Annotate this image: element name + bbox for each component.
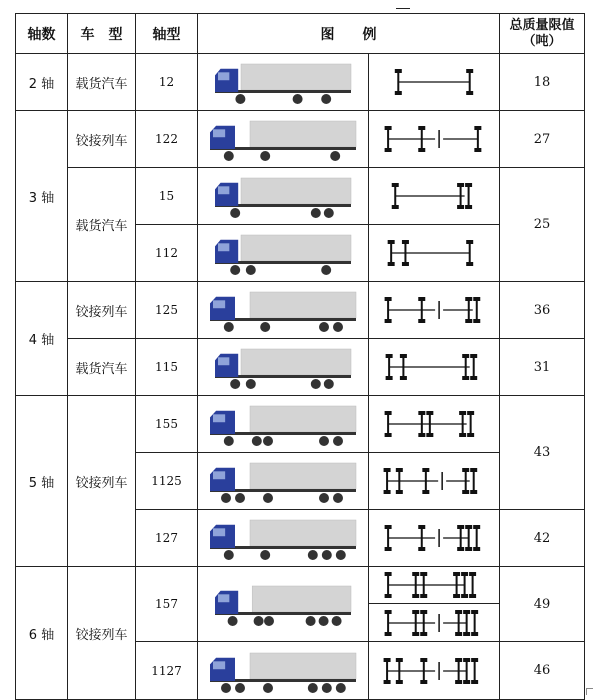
wheel xyxy=(235,493,245,503)
header-axles: 轴数 xyxy=(16,14,68,54)
wheel xyxy=(293,94,303,104)
tire xyxy=(473,319,480,323)
cab-window xyxy=(213,414,225,422)
header-vehicle-type: 车 型 xyxy=(68,14,136,54)
header-limit xyxy=(500,14,585,54)
tire xyxy=(395,69,402,73)
tire xyxy=(474,126,481,130)
wheel xyxy=(321,265,331,275)
tire xyxy=(412,610,419,614)
tire xyxy=(420,632,427,636)
vehicle-type-cell: 铰接列车 xyxy=(68,396,136,567)
wheel xyxy=(319,322,329,332)
header-limit-line1: 总质量限值 xyxy=(509,17,575,33)
wheel xyxy=(230,379,240,389)
cargo-box xyxy=(252,586,351,612)
truck-picture xyxy=(198,111,369,168)
tire xyxy=(465,319,472,323)
axle-schematic xyxy=(379,121,489,157)
cab-window xyxy=(213,661,225,669)
axle-code: 122 xyxy=(136,111,198,168)
cab-window xyxy=(218,357,229,365)
wheel xyxy=(260,550,270,560)
tire xyxy=(384,658,391,662)
wheel xyxy=(321,94,331,104)
tire xyxy=(384,468,391,472)
truck-illustration xyxy=(213,60,353,104)
cab xyxy=(210,525,235,548)
vehicle-type-cell: 铰接列车 xyxy=(68,282,136,339)
truck-picture xyxy=(198,567,369,642)
table-row xyxy=(16,111,585,168)
axle-group-2: 2 轴 xyxy=(16,54,68,111)
tire xyxy=(386,354,393,358)
tire xyxy=(459,433,466,437)
axle-diagram xyxy=(369,453,500,510)
truck-picture xyxy=(198,168,369,225)
wheel xyxy=(336,550,346,560)
truck-picture xyxy=(198,225,369,282)
tire xyxy=(457,525,464,529)
wheel xyxy=(333,322,343,332)
axle-diagram xyxy=(369,282,500,339)
wheel xyxy=(319,436,329,446)
axle-diagram xyxy=(369,510,500,567)
wheel xyxy=(224,550,234,560)
axle-schematic xyxy=(379,406,489,442)
axle-T xyxy=(455,610,478,636)
limit-value: 42 xyxy=(500,510,585,567)
header-limit-line2: （吨） xyxy=(522,33,562,49)
wheel xyxy=(308,550,318,560)
cab xyxy=(210,411,235,434)
tire xyxy=(463,610,470,614)
limit-value: 49 xyxy=(500,567,585,642)
tire xyxy=(467,411,474,415)
axle-code: 155 xyxy=(136,396,198,453)
wheel xyxy=(324,208,334,218)
axle-code: 1127 xyxy=(136,642,198,700)
wheel xyxy=(235,94,245,104)
table-row xyxy=(16,396,585,453)
axle-group-4: 4 轴 xyxy=(16,282,68,396)
axle-group-5: 5 轴 xyxy=(16,396,68,567)
axle-schematic xyxy=(379,463,489,499)
tire xyxy=(396,468,403,472)
tire xyxy=(466,91,473,95)
tire xyxy=(473,525,480,529)
tire xyxy=(396,658,403,662)
vehicle-type-cell: 载货汽车 xyxy=(68,54,136,111)
table-row xyxy=(16,567,585,642)
truck-illustration xyxy=(213,174,353,218)
tire xyxy=(474,148,481,152)
tire xyxy=(470,490,477,494)
wheel xyxy=(235,683,245,693)
tire xyxy=(467,433,474,437)
tire xyxy=(465,183,472,187)
tire xyxy=(463,680,470,684)
cargo-box xyxy=(250,406,356,432)
tire xyxy=(420,572,427,576)
wheel xyxy=(260,151,270,161)
wheel xyxy=(319,616,329,626)
tire xyxy=(400,376,407,380)
axle-schematic xyxy=(379,235,489,271)
axle-code: 127 xyxy=(136,510,198,567)
truck-illustration xyxy=(208,402,358,446)
table-row xyxy=(16,168,585,225)
tire xyxy=(396,680,403,684)
tire xyxy=(455,632,462,636)
tire xyxy=(462,490,469,494)
axle-code: 1125 xyxy=(136,453,198,510)
wheel xyxy=(306,616,316,626)
cab-window xyxy=(213,300,225,308)
tire xyxy=(412,594,419,598)
tire xyxy=(463,632,470,636)
tire xyxy=(470,354,477,358)
limit-value: 46 xyxy=(500,642,585,700)
limit-value: 31 xyxy=(500,339,585,396)
tire xyxy=(418,525,425,529)
vehicle-type-cell: 载货汽车 xyxy=(68,168,136,282)
tire xyxy=(385,572,392,576)
tire xyxy=(420,680,427,684)
axle-diagram xyxy=(369,339,500,396)
axle-code: 125 xyxy=(136,282,198,339)
tire xyxy=(385,594,392,598)
cab xyxy=(210,468,235,491)
tire xyxy=(402,240,409,244)
tire xyxy=(418,148,425,152)
cargo-box xyxy=(250,463,356,489)
tire xyxy=(461,594,468,598)
tire xyxy=(473,297,480,301)
tire xyxy=(462,468,469,472)
tire xyxy=(388,240,395,244)
tire xyxy=(422,490,429,494)
tire xyxy=(400,354,407,358)
tire xyxy=(385,547,392,551)
tire xyxy=(402,262,409,266)
wheel xyxy=(333,493,343,503)
cargo-box xyxy=(241,178,351,204)
wheel xyxy=(260,322,270,332)
tire xyxy=(466,262,473,266)
cab xyxy=(215,69,238,92)
axle-schematic xyxy=(379,349,489,385)
table-row xyxy=(16,54,585,111)
axle-schematic xyxy=(379,292,489,328)
tire xyxy=(471,658,478,662)
wheel xyxy=(336,683,346,693)
axle-code: 112 xyxy=(136,225,198,282)
truck-picture xyxy=(198,54,369,111)
wheel xyxy=(330,151,340,161)
axle-schematic xyxy=(379,520,489,556)
limit-value: 18 xyxy=(500,54,585,111)
wheel xyxy=(322,550,332,560)
tire xyxy=(384,680,391,684)
axle-group-3: 3 轴 xyxy=(16,111,68,282)
truck-illustration xyxy=(208,516,358,560)
tire xyxy=(465,547,472,551)
tire xyxy=(473,547,480,551)
truck-picture xyxy=(198,339,369,396)
tire xyxy=(471,610,478,614)
tire xyxy=(420,658,427,662)
axle-diagram-top xyxy=(369,567,499,604)
tire xyxy=(453,594,460,598)
truck-picture xyxy=(198,453,369,510)
tire xyxy=(385,148,392,152)
header-diagram: 图 例 xyxy=(198,14,500,54)
truck-illustration xyxy=(213,582,353,626)
cab-window xyxy=(218,72,229,80)
tire xyxy=(470,468,477,472)
cab-window xyxy=(213,528,225,536)
wheel xyxy=(333,436,343,446)
tire xyxy=(463,658,470,662)
wheel xyxy=(332,616,342,626)
wheel xyxy=(308,683,318,693)
wheel xyxy=(221,683,231,693)
tire xyxy=(418,319,425,323)
wheel xyxy=(263,436,273,446)
tire xyxy=(418,126,425,130)
tire xyxy=(420,594,427,598)
tire xyxy=(465,525,472,529)
cab xyxy=(215,354,238,377)
wheel xyxy=(230,265,240,275)
tire xyxy=(385,411,392,415)
tire xyxy=(384,490,391,494)
wheel xyxy=(252,436,262,446)
axle-schematic xyxy=(379,178,489,214)
tire xyxy=(412,572,419,576)
tire xyxy=(426,433,433,437)
axle-diagram xyxy=(369,396,500,453)
tire xyxy=(471,632,478,636)
limit-value: 36 xyxy=(500,282,585,339)
cab-window xyxy=(213,471,225,479)
axle-code: 15 xyxy=(136,168,198,225)
header-axle-type: 轴型 xyxy=(136,14,198,54)
wheel xyxy=(324,379,334,389)
tire xyxy=(457,547,464,551)
wheel xyxy=(246,265,256,275)
cab xyxy=(215,591,238,614)
tire xyxy=(462,354,469,358)
cargo-box xyxy=(250,292,356,318)
tire xyxy=(388,262,395,266)
tire xyxy=(426,411,433,415)
vehicle-type-cell: 铰接列车 xyxy=(68,567,136,700)
truck-illustration xyxy=(208,459,358,503)
axle-schematic xyxy=(379,570,489,600)
limit-value: 25 xyxy=(500,168,585,282)
tire xyxy=(471,680,478,684)
vehicle-type-cell: 载货汽车 xyxy=(68,339,136,396)
wheel xyxy=(263,683,273,693)
cab xyxy=(215,240,238,263)
truck-picture xyxy=(198,642,369,700)
cab-window xyxy=(218,594,229,602)
cargo-box xyxy=(241,64,351,90)
vehicle-type-cell: 铰接列车 xyxy=(68,111,136,168)
tire xyxy=(418,297,425,301)
page-corner-mark xyxy=(586,688,593,695)
tire xyxy=(466,69,473,73)
header-row xyxy=(16,14,585,54)
wheel xyxy=(246,379,256,389)
axle-code: 115 xyxy=(136,339,198,396)
tire xyxy=(455,610,462,614)
axle-schematic xyxy=(379,608,489,638)
tire xyxy=(392,205,399,209)
truck-illustration xyxy=(208,117,358,161)
tire xyxy=(469,572,476,576)
tire xyxy=(455,658,462,662)
wheel xyxy=(254,616,264,626)
cab xyxy=(210,126,235,149)
tire xyxy=(395,91,402,95)
cargo-box xyxy=(241,235,351,261)
tire xyxy=(385,433,392,437)
axle-diagram xyxy=(369,642,500,700)
wheel xyxy=(224,436,234,446)
tire xyxy=(418,411,425,415)
wheel xyxy=(322,683,332,693)
truck-illustration xyxy=(213,231,353,275)
axle-code: 12 xyxy=(136,54,198,111)
axle-T xyxy=(457,525,480,551)
truck-picture xyxy=(198,282,369,339)
cargo-box xyxy=(241,349,351,375)
wheel xyxy=(264,616,274,626)
cab xyxy=(215,183,238,206)
wheel xyxy=(263,493,273,503)
tire xyxy=(385,610,392,614)
axle-schematic xyxy=(379,653,489,689)
tire xyxy=(396,490,403,494)
tire xyxy=(462,376,469,380)
axle-group-6: 6 轴 xyxy=(16,567,68,700)
truck-illustration xyxy=(208,649,358,693)
cargo-box xyxy=(250,520,356,546)
axle-code: 157 xyxy=(136,567,198,642)
tire xyxy=(457,183,464,187)
tire xyxy=(422,468,429,472)
wheel xyxy=(228,616,238,626)
truck-picture xyxy=(198,396,369,453)
axle-diagram xyxy=(369,225,500,282)
wheel xyxy=(221,493,231,503)
axle-diagram xyxy=(369,168,500,225)
table-row xyxy=(16,339,585,396)
tire xyxy=(385,525,392,529)
axle-diagram-bottom xyxy=(369,604,499,641)
cab-window xyxy=(218,243,229,251)
wheel xyxy=(224,151,234,161)
top-mark xyxy=(396,8,410,9)
tire xyxy=(385,126,392,130)
tire xyxy=(455,680,462,684)
tire xyxy=(469,594,476,598)
tire xyxy=(418,433,425,437)
axle-load-limit-table xyxy=(15,13,585,700)
cargo-box xyxy=(250,653,356,679)
tire xyxy=(386,376,393,380)
cab xyxy=(210,297,235,320)
truck-illustration xyxy=(208,288,358,332)
limit-value: 43 xyxy=(500,396,585,510)
tire xyxy=(461,572,468,576)
cab xyxy=(210,657,235,680)
table-row xyxy=(16,282,585,339)
wheel xyxy=(230,208,240,218)
cab-window xyxy=(218,186,229,194)
tire xyxy=(470,376,477,380)
wheel xyxy=(311,208,321,218)
tire xyxy=(466,240,473,244)
tire xyxy=(385,632,392,636)
tire xyxy=(465,297,472,301)
tire xyxy=(412,632,419,636)
tire xyxy=(457,205,464,209)
axle-diagram xyxy=(369,111,500,168)
cab-window xyxy=(213,129,225,137)
axle-diagram xyxy=(369,567,500,642)
tire xyxy=(392,183,399,187)
axle-schematic xyxy=(379,64,489,100)
axle-diagram xyxy=(369,54,500,111)
tire xyxy=(459,411,466,415)
tire xyxy=(385,319,392,323)
axle-T xyxy=(453,572,476,598)
truck-illustration xyxy=(213,345,353,389)
tire xyxy=(420,610,427,614)
truck-picture xyxy=(198,510,369,567)
wheel xyxy=(224,322,234,332)
tire xyxy=(453,572,460,576)
limit-value: 27 xyxy=(500,111,585,168)
wheel xyxy=(311,379,321,389)
wheel xyxy=(319,493,329,503)
tire xyxy=(465,205,472,209)
tire xyxy=(418,547,425,551)
tire xyxy=(385,297,392,301)
cargo-box xyxy=(250,121,356,147)
axle-T xyxy=(455,658,478,684)
